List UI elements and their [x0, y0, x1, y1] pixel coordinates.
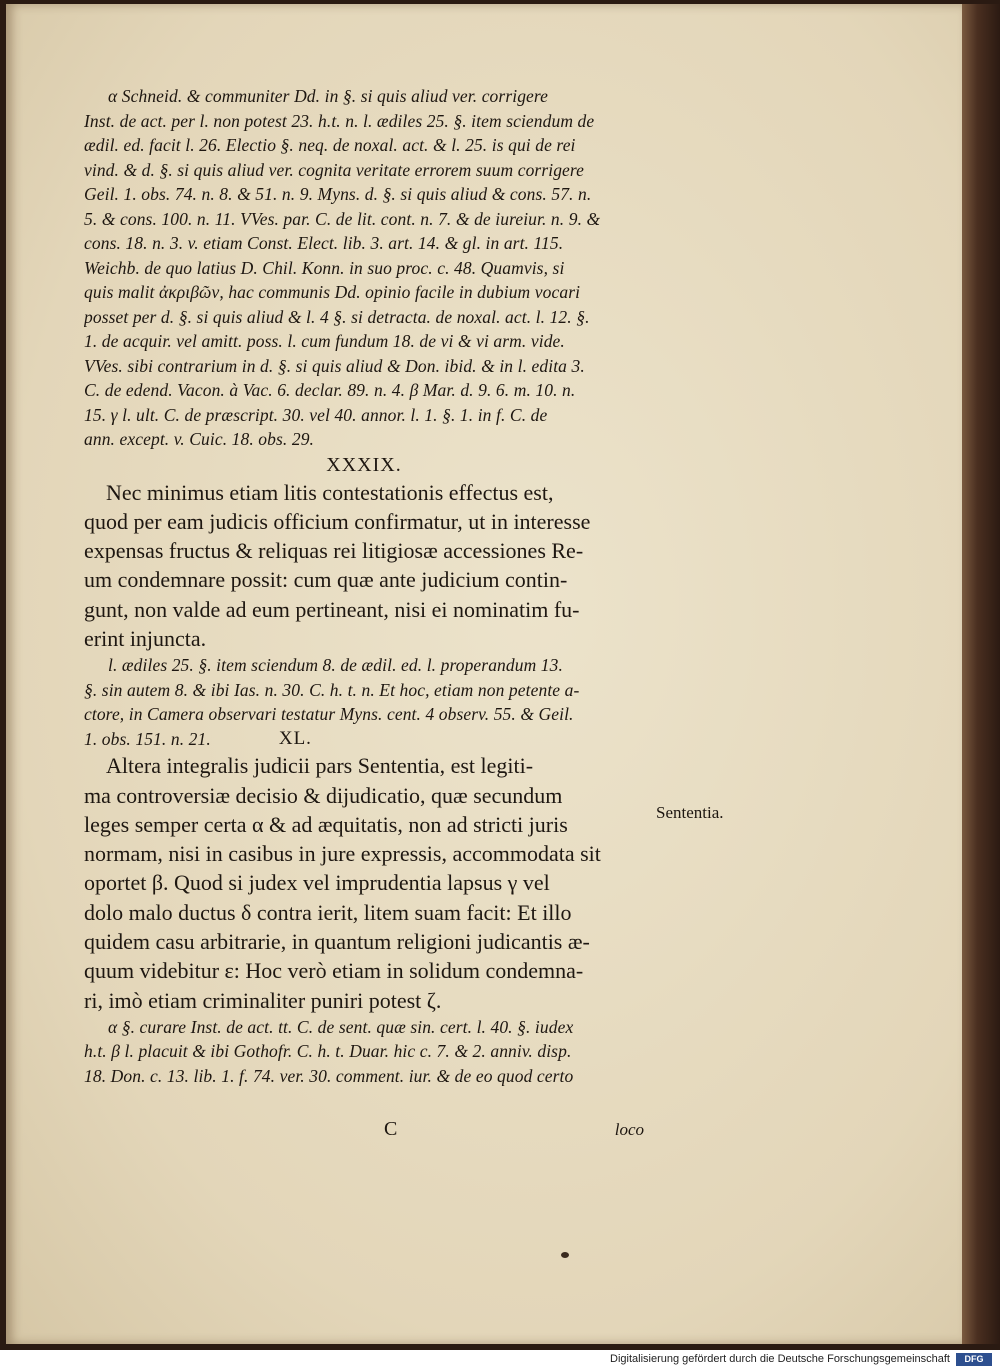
section-heading: XXXIX. — [326, 453, 402, 476]
ink-dot — [561, 1252, 569, 1258]
note-line: VVes. sibi contrarium in d. §. si quis aliud & Don. ibid. & in l. edita 3. — [84, 355, 585, 376]
body-line: Nec minimus etiam litis contestationis effectus est, — [106, 479, 554, 505]
body-line: oportet β. Quod si judex vel imprudentia lapsus γ vel — [84, 870, 550, 896]
section-body — [84, 751, 644, 1015]
note-line: α Schneid. & communiter Dd. in §. si quis aliud ver. corrigere — [108, 86, 549, 106]
note-line: Inst. de act. per l. non potest 23. h.t. n. l. ædiles 25. §. item sciendum de — [84, 110, 595, 131]
note-line: ann. except. v. Cuic. 18. obs. 29. — [84, 429, 315, 449]
note-line: C. de edend. Vacon. à Vac. 6. declar. 89. n. 4. β Mar. d. 9. 6. m. 10. n. — [84, 380, 576, 400]
body-line: gunt, non valde ad eum pertineant, nisi ei nominatim fu- — [84, 596, 580, 622]
body-line: Altera integralis judicii pars Sententia, est legiti- — [106, 753, 534, 779]
note-line: §. sin autem 8. & ibi Ias. n. 30. C. h. t. n. Et hoc, etiam non petente a- — [84, 679, 580, 700]
note-line: vind. & d. §. si quis aliud ver. cognita veritate errorem suum corrigere — [84, 159, 585, 180]
page-text — [84, 84, 644, 1088]
margin-note: Sententia. — [656, 803, 724, 822]
note-line: 1. de acquir. vel amitt. poss. l. cum fundum 18. de vi & vi arm. vide. — [84, 331, 565, 351]
note-line: ctore, in Camera observari testatur Myns. cent. 4 observ. 55. & Geil. — [84, 704, 574, 725]
page-gutter-edge — [962, 4, 1000, 1344]
note-line: Weichb. de quo latius D. Chil. Konn. in suo proc. c. 48. Quamvis, si — [84, 257, 565, 278]
note-line: Geil. 1. obs. 74. n. 8. & 51. n. 9. Myns. d. §. si quis aliud & cons. 57. n. — [84, 184, 592, 204]
body-line: ri, imò etiam criminaliter puniri potest ζ. — [84, 987, 442, 1013]
body-line: quidem casu arbitrarie, in quantum religioni judicantis æ- — [84, 929, 590, 955]
note-line: h.t. β l. placuit & ibi Gothofr. C. h. t. Duar. hic c. 7. & 2. anniv. disp. — [84, 1041, 572, 1062]
footer-bar — [0, 1350, 1000, 1370]
body-line: dolo malo ductus δ contra ierit, litem suam facit: Et illo — [84, 899, 572, 925]
footnotes-mid — [84, 653, 644, 751]
note-line: 5. & cons. 100. n. 11. VVes. par. C. de lit. cont. n. 7. & de iureiur. n. 9. & — [84, 208, 601, 229]
signature-mark: C — [384, 1118, 398, 1140]
body-line: normam, nisi in casibus in jure expressis, accommodata sit — [84, 841, 601, 867]
note-line: cons. 18. n. 3. v. etiam Const. Elect. lib. 3. art. 14. & gl. in art. 115. — [84, 233, 564, 253]
footnotes-top — [84, 84, 644, 452]
note-line: posset per d. §. si quis aliud & l. 4 §. si detracta. de noxal. act. l. 12. §. — [84, 306, 590, 327]
body-line: leges semper certa α & ad æquitatis, non ad stricti juris — [84, 811, 568, 837]
body-line: quum videbitur ε: Hoc verò etiam in solidum condemna- — [84, 958, 584, 984]
note-line: α §. curare Inst. de act. tt. C. de sent. quæ sin. cert. l. 40. §. iudex — [108, 1016, 574, 1037]
body-line: erint injuncta. — [84, 625, 207, 651]
catchword: loco — [614, 1120, 644, 1139]
note-line: 18. Don. c. 13. lib. 1. f. 74. ver. 30. comment. iur. & de eo quod certo — [84, 1065, 574, 1086]
footnotes-bottom — [84, 1015, 644, 1089]
note-line: l. ædiles 25. §. item sciendum 8. de ædil. ed. l. properandum 13. — [108, 655, 563, 676]
body-line: um condemnare possit: cum quæ ante judicium contin- — [84, 567, 568, 593]
note-line: ædil. ed. facit l. 26. Electio §. neq. de noxal. act. & l. 25. is qui de rei — [84, 135, 576, 155]
body-line: expensas fructus & reliquas rei litigiosæ accessiones Re- — [84, 538, 584, 564]
body-line: quod per eam judicis officium confirmatur, ut in interesse — [84, 508, 591, 534]
signature-row — [84, 1118, 644, 1148]
footer-text: Digitalisierung gefördert durch die Deutsche Forschungsgemeinschaft — [610, 1353, 950, 1365]
note-line: 15. γ l. ult. C. de præscript. 30. vel 40. annor. l. 1. §. 1. in f. C. de — [84, 404, 548, 425]
dfg-logo: DFG — [956, 1353, 992, 1366]
section-heading: XL. — [278, 727, 312, 749]
note-line: 1. obs. 151. n. 21. XL. — [84, 727, 644, 752]
section-body — [84, 478, 644, 654]
note-line: quis malit ἀκριβῶν, hac communis Dd. opinio facile in dubium vocari — [84, 282, 581, 302]
body-line: ma controversiæ decisio & dijudicatio, quæ secundum — [84, 782, 563, 808]
